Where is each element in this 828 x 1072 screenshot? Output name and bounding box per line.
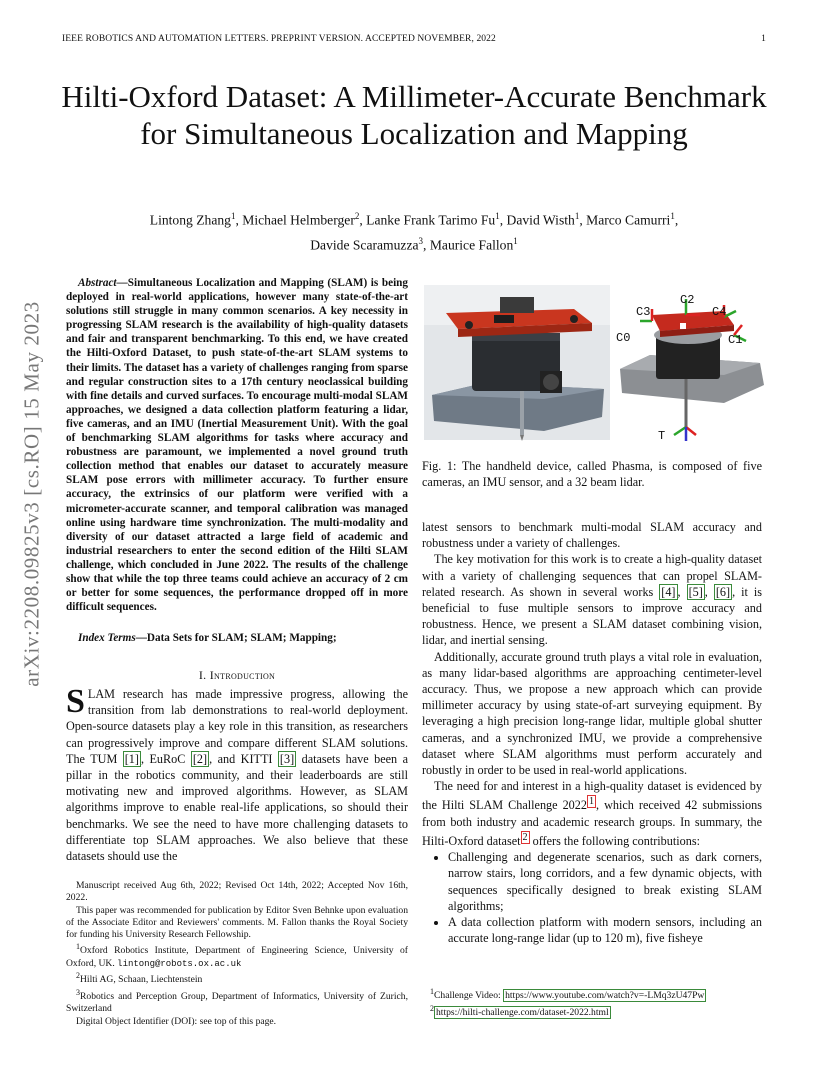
footnote-2: $^2$ https://hilti-challenge.com/dataset-2022.html [430, 1004, 609, 1019]
challenge-video-link[interactable]: https://www.youtube.com/watch?v=-LMq3zU47Pw [505, 990, 705, 1002]
index-terms-text: —Data Sets for SLAM; SLAM; Mapping; [135, 632, 337, 644]
list-item: • A data collection platform with modern sensors, including an accurate long-range lidar (up to 120 m), five fisheye [448, 914, 762, 946]
paragraph-continuation: latest sensors to benchmark multi-modal SLAM accuracy and robustness under a variety of challenges. [422, 520, 762, 551]
label-c0: C0 [616, 331, 631, 345]
citation-link[interactable]: [2] [192, 751, 208, 766]
abstract-text: —Simultaneous Localization and Mapping (SLAM) is being deployed in real-world applications, however many state-of-the-art solutions still struggle in many common scenarios. A key necessity in progressing SLAM research is the availability of high-quality datasets and fair and transparent benchmarking. To this end, we have created the Hilti-Oxford Dataset, to push state-of-the-art SLAM systems to their limits. The dataset has a variety of challenges ranging from sparse and regular construction sites to a 17th century neoclassical building with fine details and curved surfaces. To encourage multi-modal SLAM approaches, we designed a data collection platform featuring a lidar, five cameras, and an IMU (Inertial Measurement Unit). With the goal of benchmarking SLAM algorithms for tasks where accuracy and robustness are paramount, we implemented a novel ground truth collection method that enables our dataset to accurately measure SLAM pose errors with millimeter accuracy. To further ensure accuracy, the extrinsics of our platform were verified with a micrometer-accurate scanner, and temporal calibration was managed online using hardware time synchronization. The multi-modality and diversity of our dataset attracted a large field of academic and industrial researchers to enter the second edition of the Hilti SLAM challenge, which concluded in June 2022. The results of the challenge show that while the top three teams could achieve an accuracy of 2 cm or better for some sequences, the performance dropped off in more difficult sequences. [66, 277, 408, 614]
paper-title: Hilti-Oxford Dataset: A Millimeter-Accurate Benchmark for Simultaneous Localization and Mapping [61, 79, 767, 151]
author-line-2: Davide Scaramuzza$^3$, Maurice Fallon$^1$ [310, 235, 518, 253]
device-cad-diagram [616, 293, 764, 443]
list-item: • Challenging and degenerate scenarios, such as dark corners, narrow stairs, long corridors, and a few dynamic objects, with sequences specifically designed to break existing SLAM algorithms; [448, 849, 762, 914]
abstract [66, 276, 408, 614]
footnote-link-2[interactable]: 2 [522, 831, 528, 843]
running-title: IEEE ROBOTICS AND AUTOMATION LETTERS. PREPRINT VERSION. ACCEPTED NOVEMBER, 2022 [62, 34, 496, 44]
figure-1-caption: Fig. 1: The handheld device, called Phasma, is composed of five cameras, an IMU sensor, and a 32 beam lidar. [422, 459, 762, 490]
citation-link[interactable]: [1] [124, 751, 139, 766]
index-terms [66, 631, 408, 645]
running-header [62, 34, 766, 44]
affiliation-2: $^2$Hilti AG, Schaan, Liechtenstein [76, 971, 203, 986]
author-email: lintong@robots.ox.ac.uk [117, 958, 242, 969]
arxiv-id: arXiv:2208.09825v3 [cs.RO] 15 May 2023 [19, 301, 44, 687]
label-c4: C4 [712, 305, 727, 319]
arxiv-stamp [17, 274, 47, 714]
paragraph-ground-truth: Additionally, accurate ground truth plays a vital role in evaluation, as many lidar-based algorithms are approaching centimeter-level accuracy. Thus, we propose a new approach which can provide millimeter accuracy by using state-of-art surveying equipment. By leveraging a high precision long-range lidar, multiple global shutter cameras, and a synchronized IMU, we provide a comprehensive dataset where SLAM algorithms must perform accurately and robustly in order to be used in real-world applications. [422, 649, 762, 778]
citation-link[interactable]: [3] [279, 751, 295, 766]
contributions-list [422, 849, 762, 946]
footnotes-right [430, 985, 770, 1019]
label-c2: C2 [680, 293, 695, 307]
section-heading-introduction: I. Introduction [198, 668, 276, 682]
label-c1: C1 [728, 333, 743, 347]
page-number: 1 [761, 34, 766, 44]
paragraph-challenge: The need for and interest in a high-quality dataset is evidenced by the Hilti SLAM Challenge 2022 $^1$ , which received 42 submissions from both industry and academic research groups. In summary, the Hilti-Oxford dataset $^2$ offers the following contributions: [422, 779, 762, 848]
dropcap: S [66, 683, 85, 720]
author-list [60, 206, 768, 255]
label-t: T [658, 429, 666, 443]
footnote-link-1[interactable]: 1 [588, 796, 595, 808]
dataset-link[interactable]: https://hilti-challenge.com/dataset-2022.html [436, 1007, 609, 1019]
doi-note: Digital Object Identifier (DOI): see top of this page. [76, 1015, 277, 1027]
recommendation-note: This paper was recommended for publication by Editor Sven Behnke upon evaluation of the Associate Editor and Reviewers' comments. M. Fallon thanks the Royal Society for funding his University Research Fellowship. [66, 904, 408, 941]
author-line-1: Lintong Zhang$^1$, Michael Helmberger$^2$, Lanke Frank Tarimo Fu$^1$, David Wisth$^1$, Marco Camurri$^1$, [149, 211, 679, 228]
figure-1 [424, 285, 768, 445]
citation-link[interactable]: [6] [715, 584, 731, 599]
paragraph-motivation: The key motivation for this work is to create a high-quality dataset with a variety of challenging sequences that can propel SLAM-related research. As shown in several works [4] , [5] , [6] , it is beneficial to fuse multiple sensors to improve accuracy and robustness. Hence, we present a SLAM dataset combining vision, lidar, and inertial sensing. [422, 552, 763, 648]
affiliation-1: $^1$Oxford Robotics Institute, Department of Engineering Science, University of Oxford, UK. lintong@robots.ox.ac.uk [66, 942, 408, 969]
index-terms-label: Index Terms [78, 632, 136, 644]
citation-link[interactable]: [5] [688, 584, 703, 599]
footnote-1: $^1$Challenge Video: https://www.youtube.com/watch?v=-LMq3zU47Pw [430, 987, 705, 1002]
manuscript-received: Manuscript received Aug 6th, 2022; Revised Oct 14th, 2022; Accepted Nov 16th, 2022. [66, 880, 408, 904]
device-photo [424, 285, 610, 441]
citation-link[interactable]: [4] [661, 584, 676, 599]
footnotes-left [66, 880, 408, 1028]
abstract-label: Abstract [78, 277, 117, 289]
label-c3: C3 [636, 305, 651, 319]
intro-paragraph: SLAM research has made impressive progress, allowing the transition from lab demonstrations to real-world deployment. Open-source datasets play a key role in this transition, as researchers can progressively improve and compare different SLAM solutions. The TUM [1] , EuRoC [2] , and KITTI [3] datasets have been a pillar in the robotics community, and their leaderboards are still motivating new and improved algorithms. However, as SLAM algorithms improve to enable real-life applications, so should their benchmarks. We see the need to have more challenging datasets to differentiate top SLAM approaches. We also believe that these datasets should use the [66, 683, 409, 864]
right-column-text [422, 519, 762, 946]
figure-1-graphic [424, 285, 768, 445]
affiliation-3: $^3$Robotics and Perception Group, Department of Informatics, University of Zurich, Switzerland [66, 987, 408, 1015]
